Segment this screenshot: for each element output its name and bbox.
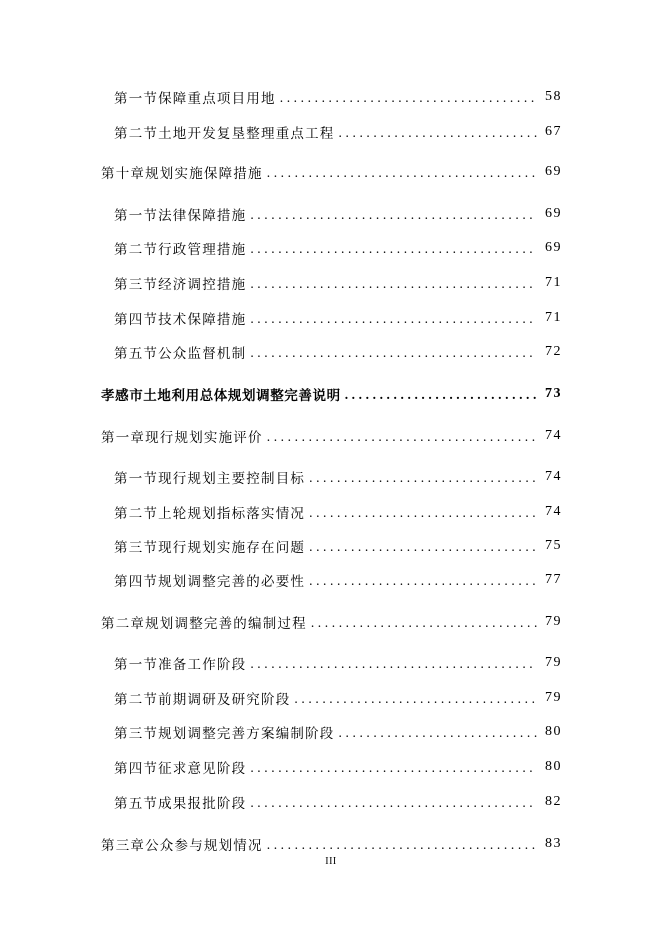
toc-entry-page: 73 (545, 386, 562, 401)
toc-entry-number: 第三节 (114, 726, 159, 742)
toc-entry-page: 58 (545, 89, 562, 104)
toc-entry-number: 第二节 (114, 692, 159, 708)
toc-entry[interactable] (0, 832, 662, 856)
toc-entry[interactable] (0, 534, 662, 558)
toc-entry-page: 71 (545, 275, 562, 290)
toc-entry[interactable] (0, 120, 662, 144)
toc-leader-dots (250, 653, 537, 673)
toc-entry-number: 第四节 (114, 574, 159, 590)
toc-entry[interactable] (0, 306, 662, 330)
toc-leader-dots (309, 570, 537, 590)
toc-entry-page: 80 (545, 759, 562, 774)
toc-entry-page: 74 (545, 469, 562, 484)
toc-entry-number: 第二节 (114, 242, 159, 258)
toc-entry-page: 83 (545, 836, 562, 851)
toc-entry[interactable] (0, 85, 662, 109)
toc-entry[interactable] (0, 568, 662, 592)
toc-entry-title: 土地开发复垦整理重点工程 (158, 126, 335, 142)
toc-entry-number: 第三节 (114, 277, 159, 293)
toc-entry-page: 74 (545, 428, 562, 443)
toc-entry-title: 现行规划实施评价 (145, 430, 263, 446)
toc-leader-dots (339, 122, 537, 142)
toc-entry-page: 72 (545, 344, 562, 359)
toc-entry-title: 征求意见阶段 (158, 761, 247, 777)
toc-leader-dots (311, 612, 537, 632)
toc-entry-title: 公众监督机制 (158, 346, 247, 362)
toc-leader-dots (309, 467, 537, 487)
toc-entry-title: 现行规划实施存在问题 (158, 540, 306, 556)
toc-entry-title: 现行规划主要控制目标 (158, 471, 306, 487)
toc-leader-dots (250, 204, 537, 224)
toc-leader-dots (267, 162, 537, 182)
toc-entry-number: 第一节 (114, 471, 159, 487)
toc-leader-dots (345, 384, 537, 404)
toc-leader-dots (250, 792, 537, 812)
toc-entry-page: 69 (545, 206, 562, 221)
toc-entry-number: 第一节 (114, 657, 159, 673)
toc-entry-page: 67 (545, 124, 562, 139)
toc-entry-title: 前期调研及研究阶段 (158, 692, 291, 708)
toc-entry[interactable] (0, 202, 662, 226)
toc-entry-number: 第一节 (114, 91, 159, 107)
toc-entry-number: 第三节 (114, 540, 159, 556)
toc-entry-number: 第一节 (114, 208, 159, 224)
toc-entry-page: 69 (545, 240, 562, 255)
toc-entry-title: 技术保障措施 (158, 312, 247, 328)
toc-entry-title: 规划调整完善的必要性 (158, 574, 306, 590)
toc-entry[interactable] (0, 340, 662, 364)
toc-leader-dots (309, 536, 537, 556)
toc-entry[interactable] (0, 790, 662, 814)
toc-entry[interactable] (0, 382, 662, 406)
toc-entry-page: 77 (545, 572, 562, 587)
toc-entry-title: 行政管理措施 (158, 242, 247, 258)
toc-entry-title: 准备工作阶段 (158, 657, 247, 673)
toc-entry-number: 第二章 (101, 616, 146, 632)
toc-entry-number: 第二节 (114, 506, 159, 522)
toc-entry-number: 第一章 (101, 430, 146, 446)
toc-entry-title: 规划实施保障措施 (145, 166, 263, 182)
toc-entry[interactable] (0, 686, 662, 710)
toc-entry-page: 74 (545, 504, 562, 519)
toc-entry[interactable] (0, 271, 662, 295)
toc-entry-number: 第二节 (114, 126, 159, 142)
toc-leader-dots (339, 722, 537, 742)
toc-leader-dots (309, 502, 537, 522)
toc-entry-page: 79 (545, 655, 562, 670)
toc-entry[interactable] (0, 160, 662, 184)
toc-entry-page: 79 (545, 614, 562, 629)
toc-entry-page: 79 (545, 690, 562, 705)
toc-entry-title: 上轮规划指标落实情况 (158, 506, 306, 522)
toc-entry-page: 69 (545, 164, 562, 179)
toc-entry-number: 第五节 (114, 796, 159, 812)
toc-entry-title: 公众参与规划情况 (145, 838, 263, 854)
toc-entry-page: 80 (545, 724, 562, 739)
toc-entry-number: 第四节 (114, 312, 159, 328)
toc-entry-title: 规划调整完善的编制过程 (145, 616, 307, 632)
toc-entry-title: 规划调整完善方案编制阶段 (158, 726, 335, 742)
footer-page-number: III (325, 856, 337, 867)
toc-entry-page: 75 (545, 538, 562, 553)
toc-leader-dots (250, 308, 537, 328)
toc-entry[interactable] (0, 236, 662, 260)
toc-entry-title: 成果报批阶段 (158, 796, 247, 812)
toc-entry-number: 第十章 (101, 166, 146, 182)
toc-entry[interactable] (0, 500, 662, 524)
toc-entry-number: 第四节 (114, 761, 159, 777)
toc-entry-page: 82 (545, 794, 562, 809)
toc-entry-title: 法律保障措施 (158, 208, 247, 224)
toc-leader-dots (250, 757, 537, 777)
toc-entry-title: 经济调控措施 (158, 277, 247, 293)
toc-entry[interactable] (0, 755, 662, 779)
toc-entry-page: 71 (545, 310, 562, 325)
toc-leader-dots (250, 238, 537, 258)
toc-entry[interactable] (0, 720, 662, 744)
toc-leader-dots (250, 273, 537, 293)
toc-entry-title: 保障重点项目用地 (158, 91, 276, 107)
toc-leader-dots (267, 426, 537, 446)
toc-entry[interactable] (0, 610, 662, 634)
toc-entry[interactable] (0, 424, 662, 448)
toc-entry[interactable] (0, 465, 662, 489)
toc-leader-dots (280, 87, 537, 107)
toc-entry-title: 孝感市土地利用总体规划调整完善说明 (101, 388, 341, 404)
toc-leader-dots (294, 688, 537, 708)
toc-leader-dots (267, 834, 537, 854)
toc-entry[interactable] (0, 651, 662, 675)
toc-entry-number: 第三章 (101, 838, 146, 854)
toc-entry-number: 第五节 (114, 346, 159, 362)
toc-leader-dots (250, 342, 537, 362)
